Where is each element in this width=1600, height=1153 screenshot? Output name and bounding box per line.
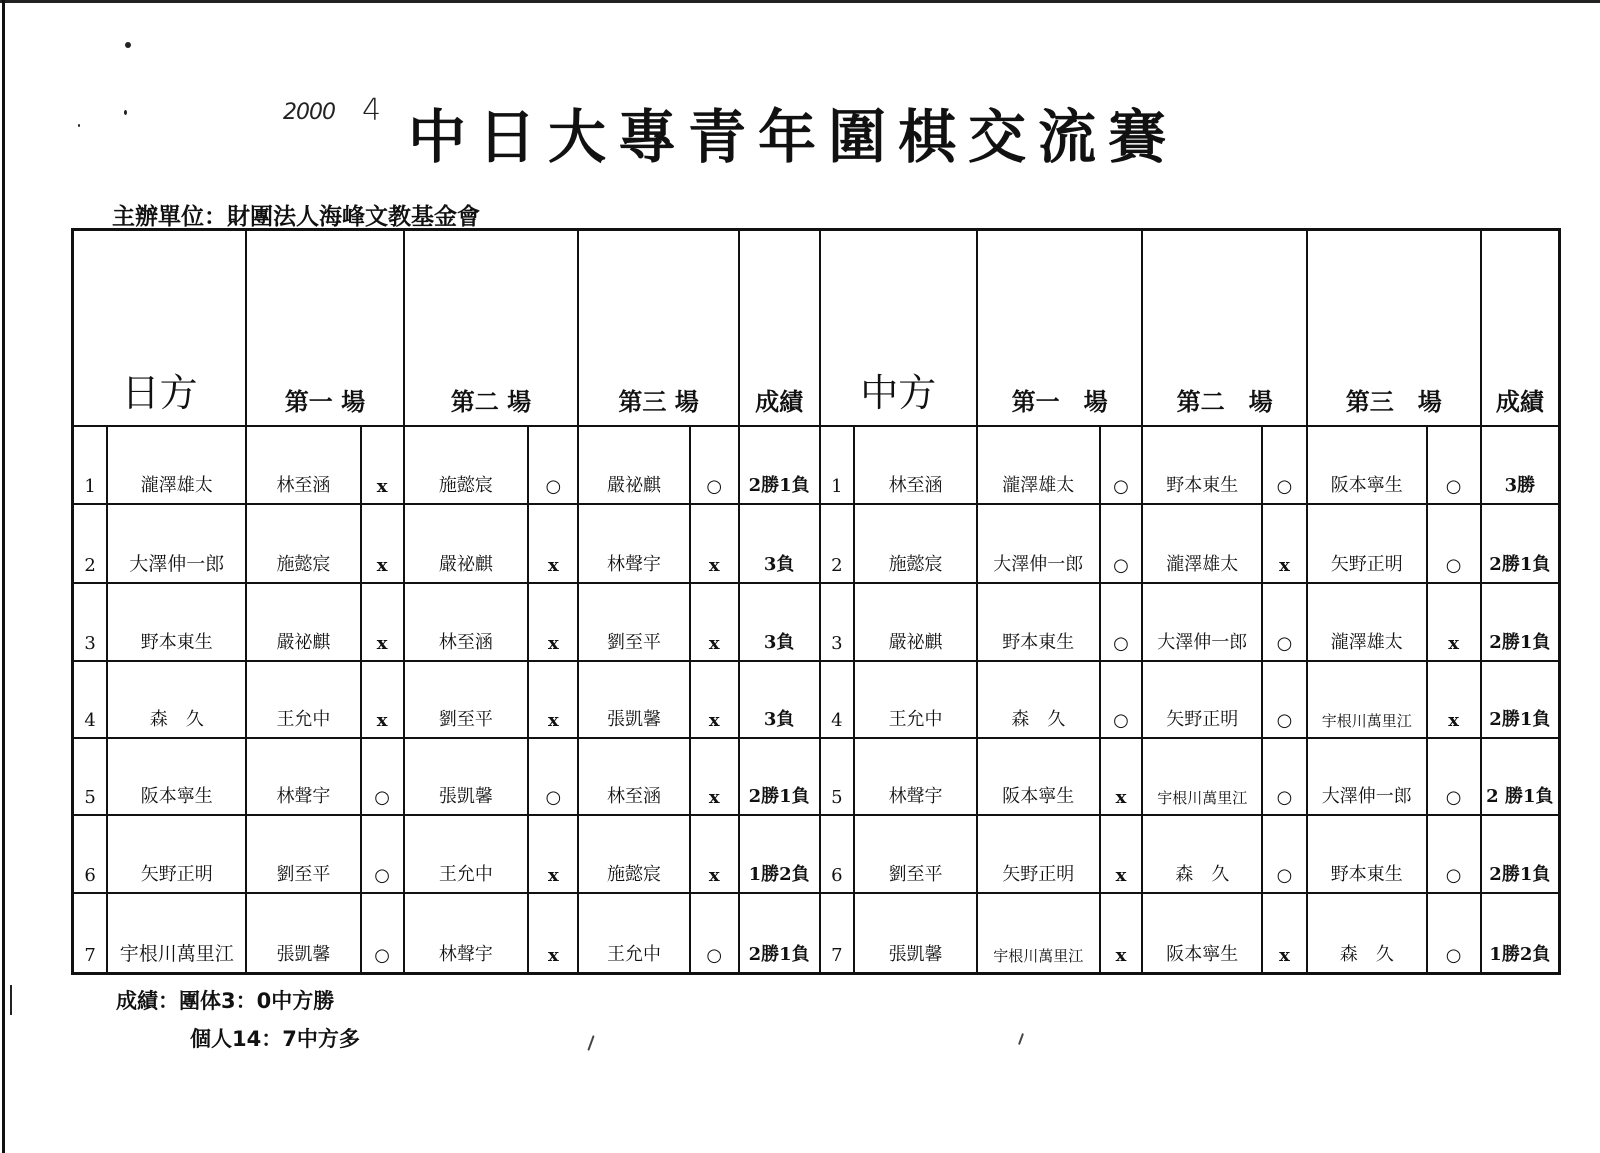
table-row: [73, 661, 1560, 738]
cn-score: 2勝1負: [1481, 583, 1560, 660]
jp-round1-result: x: [361, 661, 404, 738]
cn-round2-result: ○: [1262, 426, 1307, 503]
results-table: [71, 228, 1561, 975]
cn-player: 劉至平: [854, 815, 977, 892]
cn-round3-result: ○: [1427, 815, 1481, 892]
cn-round2-opponent: 矢野正明: [1142, 661, 1262, 738]
cn-round1-opponent: 阪本寧生: [977, 738, 1100, 815]
jp-round2-result: x: [528, 815, 578, 892]
cn-round1-result: x: [1100, 815, 1143, 892]
jp-round1-opponent: 嚴祕麒: [246, 583, 360, 660]
scan-mark: [587, 1035, 594, 1051]
header-cn-score: 成績: [1481, 230, 1560, 427]
cn-player: 王允中: [854, 661, 977, 738]
cn-round1-opponent: 森 久: [977, 661, 1100, 738]
header-cn-side: 中方: [820, 230, 977, 427]
jp-round3-result: ○: [690, 893, 739, 974]
cn-round2-opponent: 宇根川萬里江: [1142, 738, 1262, 815]
cn-round2-result: x: [1262, 893, 1307, 974]
table-row: [73, 815, 1560, 892]
cn-round2-opponent: 野本東生: [1142, 426, 1262, 503]
summary-team: 成績：團体3：0中方勝: [116, 989, 335, 1013]
cn-player: 張凱馨: [854, 893, 977, 974]
organizer-line: 主辦單位：財團法人海峰文教基金會: [112, 204, 480, 230]
jp-round2-opponent: 嚴祕麒: [404, 504, 529, 584]
jp-player: 大澤伸一郎: [107, 504, 246, 584]
jp-number: 2: [73, 504, 108, 584]
header-jp-round1: 第一 場: [246, 230, 403, 427]
cn-number: 6: [820, 815, 855, 892]
jp-round1-result: x: [361, 426, 404, 503]
jp-round3-result: x: [690, 815, 739, 892]
jp-score: 2勝1負: [739, 893, 820, 974]
summary-individual: 個人14：7中方多: [190, 1027, 360, 1051]
jp-number: 3: [73, 583, 108, 660]
jp-round1-result: ○: [361, 738, 404, 815]
scan-speck: [124, 110, 127, 115]
jp-round2-opponent: 王允中: [404, 815, 529, 892]
cn-round3-result: ○: [1427, 504, 1481, 584]
cn-round3-opponent: 野本東生: [1307, 815, 1427, 892]
cn-score: 2勝1負: [1481, 815, 1560, 892]
jp-round3-opponent: 劉至平: [578, 583, 689, 660]
jp-number: 7: [73, 893, 108, 974]
jp-round3-opponent: 林聲宇: [578, 504, 689, 584]
jp-player: 宇根川萬里江: [107, 893, 246, 974]
cn-player: 嚴祕麒: [854, 583, 977, 660]
jp-score: 2勝1負: [739, 426, 820, 503]
cn-number: 1: [820, 426, 855, 503]
jp-round2-result: ○: [528, 426, 578, 503]
cn-player: 林聲宇: [854, 738, 977, 815]
cn-round1-result: x: [1100, 738, 1143, 815]
jp-round2-result: ○: [528, 738, 578, 815]
jp-round1-result: x: [361, 583, 404, 660]
table-row: [73, 738, 1560, 815]
handwritten-month: 4: [362, 93, 382, 128]
cn-round1-result: x: [1100, 893, 1143, 974]
scan-speck: [78, 124, 80, 127]
jp-round3-result: x: [690, 583, 739, 660]
jp-number: 1: [73, 426, 108, 503]
cn-player: 施懿宸: [854, 504, 977, 584]
cn-round3-result: ○: [1427, 738, 1481, 815]
jp-player: 阪本寧生: [107, 738, 246, 815]
table-row: [73, 426, 1560, 503]
jp-round3-opponent: 林至涵: [578, 738, 689, 815]
table-row: [73, 583, 1560, 660]
cn-number: 4: [820, 661, 855, 738]
jp-round1-opponent: 張凱馨: [246, 893, 360, 974]
cn-player: 林至涵: [854, 426, 977, 503]
header-jp-round3: 第三 場: [578, 230, 738, 427]
jp-round2-result: x: [528, 583, 578, 660]
header-jp-round2: 第二 場: [404, 230, 579, 427]
header-cn-round2: 第二 場: [1142, 230, 1307, 427]
jp-round1-result: x: [361, 504, 404, 584]
header-cn-round1: 第一 場: [977, 230, 1143, 427]
jp-round3-result: x: [690, 504, 739, 584]
jp-round2-result: x: [528, 504, 578, 584]
jp-score: 3負: [739, 661, 820, 738]
cn-round3-result: x: [1427, 661, 1481, 738]
jp-number: 4: [73, 661, 108, 738]
cn-round3-opponent: 瀧澤雄太: [1307, 583, 1427, 660]
jp-player: 矢野正明: [107, 815, 246, 892]
cn-round3-result: ○: [1427, 426, 1481, 503]
scan-speck: [125, 42, 131, 48]
jp-player: 森 久: [107, 661, 246, 738]
cn-round1-result: ○: [1100, 661, 1143, 738]
cn-score: 2勝1負: [1481, 661, 1560, 738]
jp-round2-opponent: 林至涵: [404, 583, 529, 660]
cn-number: 2: [820, 504, 855, 584]
jp-score: 3負: [739, 583, 820, 660]
cn-round3-opponent: 宇根川萬里江: [1307, 661, 1427, 738]
jp-round3-opponent: 王允中: [578, 893, 689, 974]
cn-round3-result: ○: [1427, 893, 1481, 974]
cn-round2-result: ○: [1262, 815, 1307, 892]
cn-round3-opponent: 大澤伸一郎: [1307, 738, 1427, 815]
cn-round3-opponent: 阪本寧生: [1307, 426, 1427, 503]
cn-round1-opponent: 大澤伸一郎: [977, 504, 1100, 584]
scan-mark: [1018, 1033, 1024, 1045]
cn-number: 5: [820, 738, 855, 815]
jp-round1-result: ○: [361, 815, 404, 892]
jp-round1-opponent: 林聲宇: [246, 738, 360, 815]
cn-round2-result: ○: [1262, 738, 1307, 815]
table-row: [73, 893, 1560, 974]
header-jp-score: 成績: [739, 230, 820, 427]
header-jp-side: 日方: [73, 230, 247, 427]
table-body: [73, 426, 1560, 973]
jp-round2-opponent: 張凱馨: [404, 738, 529, 815]
cn-score: 1勝2負: [1481, 893, 1560, 974]
jp-round2-opponent: 林聲宇: [404, 893, 529, 974]
cn-round1-result: ○: [1100, 504, 1143, 584]
jp-round1-opponent: 劉至平: [246, 815, 360, 892]
jp-round3-opponent: 嚴祕麒: [578, 426, 689, 503]
cn-round1-opponent: 瀧澤雄太: [977, 426, 1100, 503]
jp-round1-result: ○: [361, 893, 404, 974]
jp-round3-result: ○: [690, 426, 739, 503]
jp-round1-opponent: 施懿宸: [246, 504, 360, 584]
jp-round3-opponent: 施懿宸: [578, 815, 689, 892]
jp-round1-opponent: 林至涵: [246, 426, 360, 503]
cn-round3-opponent: 森 久: [1307, 893, 1427, 974]
cn-round2-opponent: 大澤伸一郎: [1142, 583, 1262, 660]
cn-round3-opponent: 矢野正明: [1307, 504, 1427, 584]
cn-score: 2勝1負: [1481, 504, 1560, 584]
cn-score: 3勝: [1481, 426, 1560, 503]
jp-number: 5: [73, 738, 108, 815]
header-cn-round3: 第三 場: [1307, 230, 1481, 427]
cn-round1-opponent: 野本東生: [977, 583, 1100, 660]
jp-round2-result: x: [528, 661, 578, 738]
cn-round1-result: ○: [1100, 583, 1143, 660]
jp-player: 瀧澤雄太: [107, 426, 246, 503]
jp-number: 6: [73, 815, 108, 892]
scan-edge-left: [2, 0, 5, 1153]
handwritten-year: 2000: [283, 100, 335, 125]
scan-edge-top: [0, 0, 1600, 3]
cn-round2-result: ○: [1262, 661, 1307, 738]
cn-number: 7: [820, 893, 855, 974]
cn-round1-opponent: 矢野正明: [977, 815, 1100, 892]
cn-round2-result: ○: [1262, 583, 1307, 660]
cn-round2-opponent: 阪本寧生: [1142, 893, 1262, 974]
jp-round3-result: x: [690, 661, 739, 738]
cn-number: 3: [820, 583, 855, 660]
table-row: [73, 504, 1560, 584]
scan-speck: [10, 985, 12, 1015]
jp-round1-opponent: 王允中: [246, 661, 360, 738]
jp-score: 1勝2負: [739, 815, 820, 892]
jp-score: 3負: [739, 504, 820, 584]
jp-round2-result: x: [528, 893, 578, 974]
table-header-row: [73, 230, 1560, 427]
jp-round3-result: x: [690, 738, 739, 815]
jp-player: 野本東生: [107, 583, 246, 660]
jp-score: 2勝1負: [739, 738, 820, 815]
cn-round1-opponent: 宇根川萬里江: [977, 893, 1100, 974]
jp-round2-opponent: 劉至平: [404, 661, 529, 738]
cn-round2-result: x: [1262, 504, 1307, 584]
page-title: 中日大專青年圍棋交流賽: [408, 103, 1179, 171]
cn-score: 2 勝1負: [1481, 738, 1560, 815]
jp-round3-opponent: 張凱馨: [578, 661, 689, 738]
jp-round2-opponent: 施懿宸: [404, 426, 529, 503]
cn-round2-opponent: 瀧澤雄太: [1142, 504, 1262, 584]
cn-round3-result: x: [1427, 583, 1481, 660]
cn-round2-opponent: 森 久: [1142, 815, 1262, 892]
cn-round1-result: ○: [1100, 426, 1143, 503]
